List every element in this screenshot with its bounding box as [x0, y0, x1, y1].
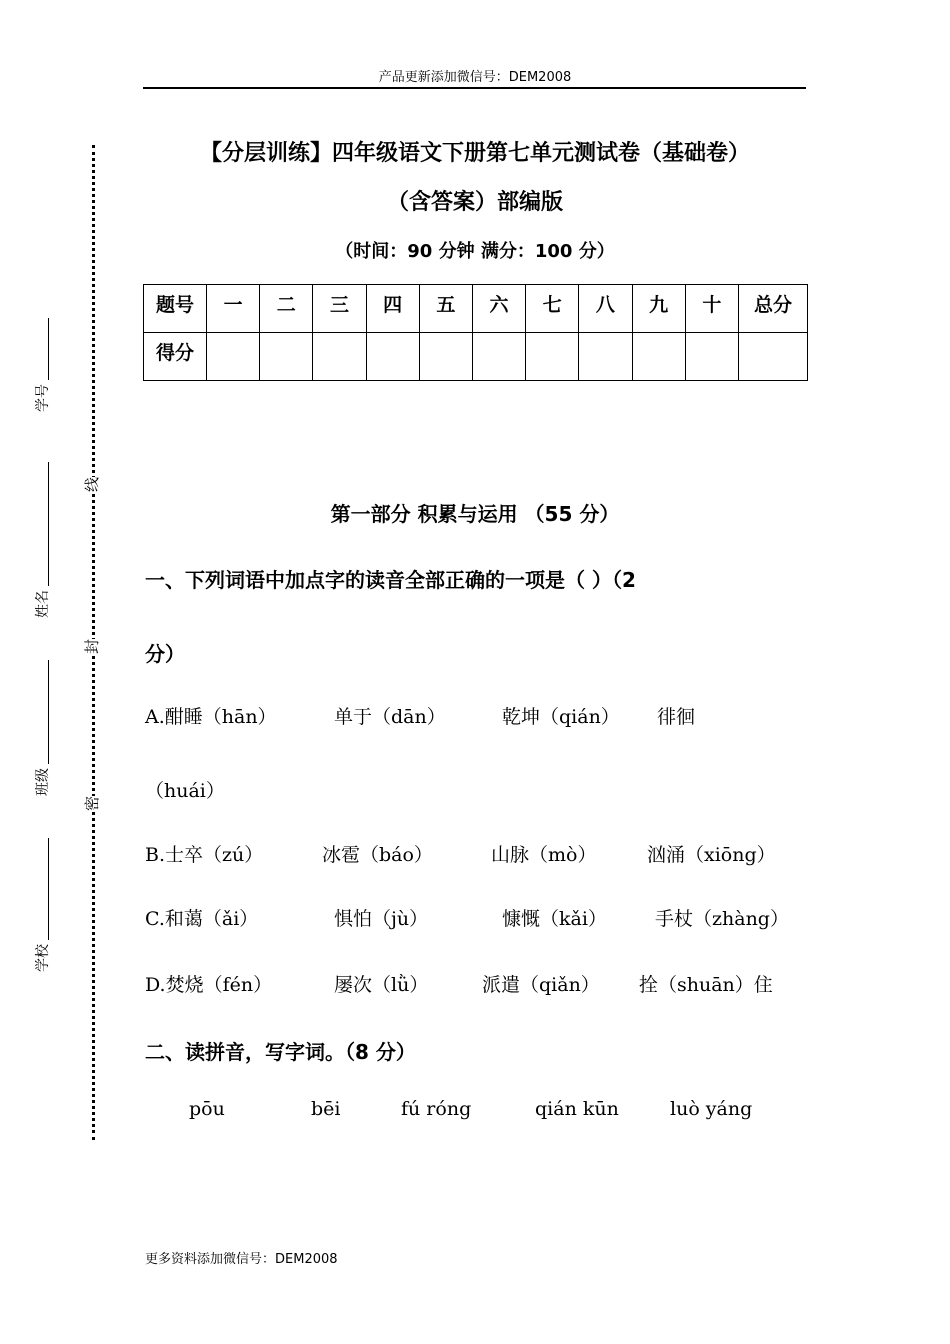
- header-note: 产品更新添加微信号：DEM2008: [378, 70, 572, 85]
- option-c-word-2: 惧怕（jù）: [334, 908, 429, 930]
- score-cell[interactable]: [685, 333, 738, 381]
- option-a-word-1: A.酣睡（hān）: [145, 706, 277, 728]
- score-table: [143, 284, 808, 381]
- score-header-cell: 六: [472, 285, 525, 333]
- score-table-header-row: [144, 285, 808, 333]
- option-c-word-1: C.和蔼（ǎi）: [145, 908, 259, 930]
- option-a-word-4: 徘徊: [657, 706, 696, 728]
- exam-title-line2: （含答案）部编版: [386, 190, 563, 215]
- score-row-label: 得分: [144, 333, 207, 381]
- option-b-word-1: B.士卒（zú）: [145, 844, 264, 866]
- option-a-word-4-pinyin: （huái）: [145, 780, 225, 802]
- question-1-text-cont: 分）: [145, 642, 185, 666]
- score-cell[interactable]: [366, 333, 419, 381]
- score-header-cell: 八: [579, 285, 632, 333]
- score-cell[interactable]: [632, 333, 685, 381]
- option-b-word-3: 山脉（mò）: [491, 844, 597, 866]
- score-header-cell: 总分: [739, 285, 808, 333]
- option-a-word-3: 乾坤（qián）: [502, 706, 620, 728]
- binding-word-feng: 封: [83, 638, 102, 655]
- score-header-cell: 三: [313, 285, 366, 333]
- exam-time-info: （时间：90 分钟 满分：100 分）: [335, 241, 615, 262]
- score-header-cell: 十: [685, 285, 738, 333]
- field-line-class[interactable]: [48, 660, 49, 764]
- score-cell[interactable]: [313, 333, 366, 381]
- score-header-cell: 九: [632, 285, 685, 333]
- pinyin-item: pōu: [189, 1098, 225, 1120]
- score-cell[interactable]: [260, 333, 313, 381]
- option-c-word-3: 慷慨（kǎi）: [502, 908, 607, 930]
- score-header-cell: 四: [366, 285, 419, 333]
- option-d-word-3: 派遣（qiǎn）: [482, 974, 600, 996]
- score-cell[interactable]: [739, 333, 808, 381]
- score-cell[interactable]: [207, 333, 260, 381]
- option-b-word-4: 汹涌（xiōng）: [647, 844, 776, 866]
- option-d-word-4: 拴（shuān）住: [639, 974, 773, 996]
- field-label-school: 学校: [35, 944, 51, 972]
- option-a-word-2: 单于（dān）: [334, 706, 446, 728]
- option-d-word-1: D.焚烧（fén）: [145, 974, 273, 996]
- score-cell[interactable]: [579, 333, 632, 381]
- score-cell[interactable]: [472, 333, 525, 381]
- question-1-text: 一、下列词语中加点字的读音全部正确的一项是（ ）（2: [145, 568, 636, 592]
- option-c-word-4: 手杖（zhàng）: [655, 908, 789, 930]
- option-d-word-2: 屡次（lǜ）: [334, 974, 429, 996]
- score-header-cell: 一: [207, 285, 260, 333]
- option-b-word-2: 冰雹（báo）: [322, 844, 433, 866]
- binding-word-mi: 密: [83, 795, 102, 812]
- score-header-cell: 二: [260, 285, 313, 333]
- score-table-score-row: [144, 333, 808, 381]
- pinyin-item: qián kūn: [535, 1098, 619, 1120]
- field-label-class: 班级: [35, 768, 51, 796]
- field-line-school[interactable]: [48, 838, 49, 940]
- pinyin-item: bēi: [311, 1098, 341, 1120]
- binding-word-xian: 线: [83, 476, 102, 493]
- score-header-cell: 七: [526, 285, 579, 333]
- exam-title-line1: 【分层训练】四年级语文下册第七单元测试卷（基础卷）: [199, 141, 750, 166]
- field-label-student-id: 学号: [35, 384, 51, 412]
- header-rule: [143, 87, 806, 89]
- question-2-text: 二、读拼音，写字词。（8 分）: [145, 1040, 416, 1064]
- score-header-cell: 题号: [144, 285, 207, 333]
- score-header-cell: 五: [419, 285, 472, 333]
- pinyin-item: fú róng: [401, 1098, 472, 1120]
- field-line-student-id[interactable]: [48, 318, 49, 380]
- score-cell[interactable]: [526, 333, 579, 381]
- field-label-name: 姓名: [35, 590, 51, 618]
- score-cell[interactable]: [419, 333, 472, 381]
- footer-note: 更多资料添加微信号：DEM2008: [145, 1252, 338, 1267]
- pinyin-item: luò yáng: [670, 1098, 753, 1120]
- section-title: 第一部分 积累与运用 （55 分）: [330, 502, 620, 526]
